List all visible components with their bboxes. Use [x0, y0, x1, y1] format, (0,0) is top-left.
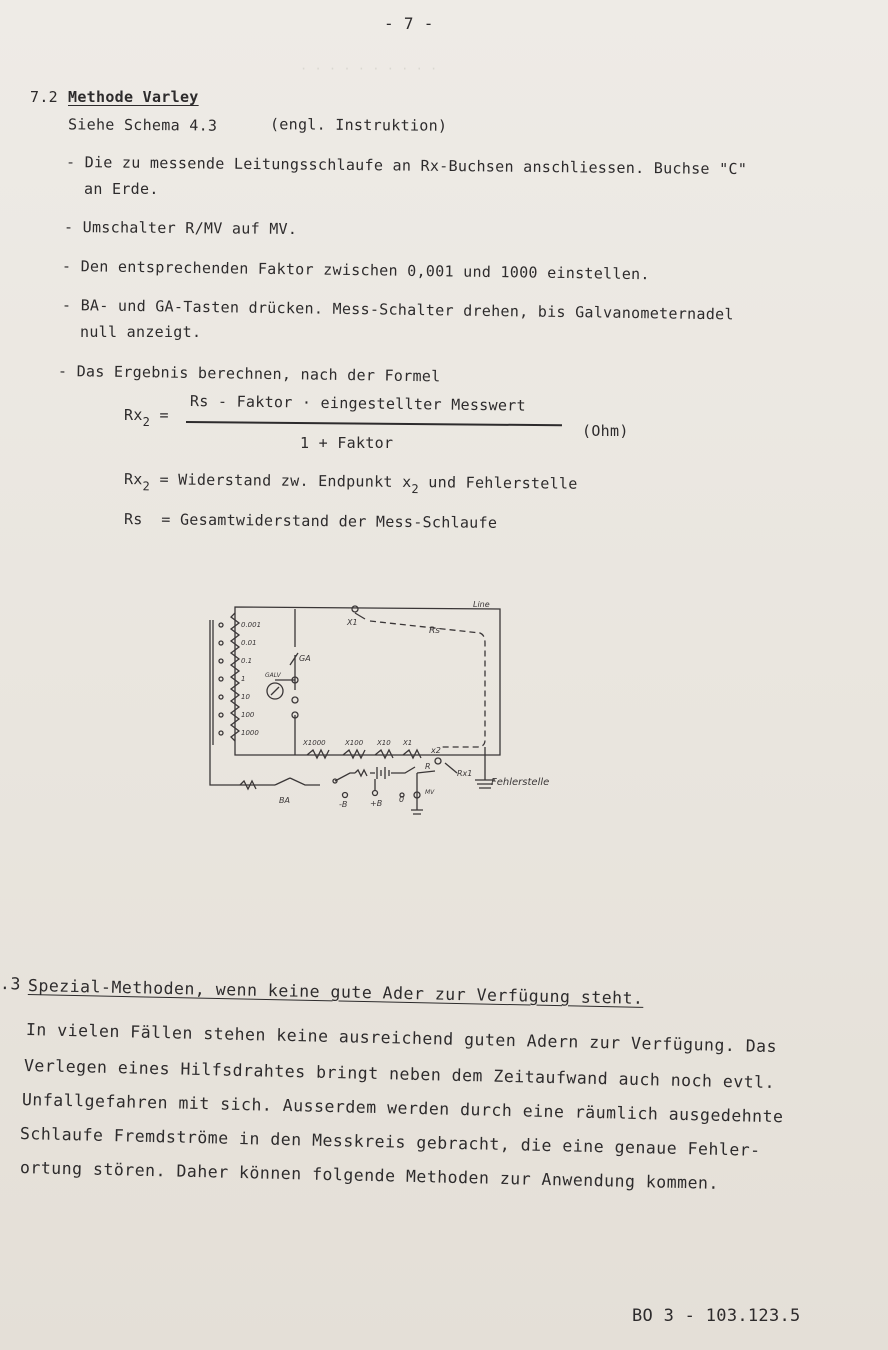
section-title: Methode Varley: [68, 88, 199, 106]
label-mv: MV: [425, 789, 435, 796]
label-zero: 0: [399, 795, 405, 804]
paragraph-line-3: Unfallgefahren mit sich. Ausserdem werden durch eine räumlich ausgedehnte: [21, 1090, 784, 1127]
label-x2: x2: [431, 746, 441, 755]
definition-rx2: $Rx_2$ = Widerstand zw. Endpunkt $x_2$ und Fehlerstelle: [123, 470, 578, 497]
tap-label-2: 0.1: [241, 657, 253, 665]
decade-resistors: [307, 750, 421, 758]
loop-frame: [235, 607, 500, 755]
label-galv: GALV: [265, 672, 281, 679]
tap-label-5: 100: [241, 711, 255, 719]
label-ba: BA: [279, 796, 290, 805]
formula-denominator: 1 + Faktor: [300, 434, 394, 452]
label-x1: X1: [347, 618, 358, 627]
step-1: - Die zu messende Leitungsschlaufe an Rx-Buchsen anschliessen. Buchse "C": [65, 153, 748, 179]
paragraph-line-2: Verlegen eines Hilfsdrahtes bringt neben dem Zeitaufwand auch noch evtl.: [23, 1056, 776, 1093]
minus-b-terminal: [343, 793, 348, 798]
section-73-title: Spezial-Methoden, wenn keine gute Ader zur Verfügung steht.: [27, 976, 644, 1008]
ba-switch: [275, 778, 290, 785]
rs-loop: [370, 621, 485, 747]
label-line: Line: [473, 600, 490, 609]
step-4-cont: null anzeigt.: [80, 323, 202, 341]
tap-label-6: 1000: [241, 729, 259, 737]
formula-lhs-sub: 2: [142, 415, 151, 429]
page-number: - 7 -: [384, 14, 434, 33]
tap-label-1: 0.01: [241, 639, 257, 647]
label-fehlerstelle: Fehlerstelle: [491, 777, 550, 788]
ratio-tap-marks: [219, 623, 223, 735]
definition-rs: Rs = Gesamtwiderstand der Mess-Schlaufe: [123, 510, 498, 532]
formula-lhs-symbol: Rx: [124, 406, 143, 424]
section-number: 7.2: [30, 88, 58, 106]
decade-label-0: X1000: [303, 739, 326, 747]
label-minus-b: -B: [339, 800, 348, 809]
paragraph-line-4: Schlaufe Fremdströme in den Messkreis gebracht, die eine genaue Fehler-: [19, 1124, 761, 1160]
schema-reference: Siehe Schema 4.3: [67, 115, 218, 135]
tap-label-3: 1: [241, 675, 246, 683]
step-1-cont: an Erde.: [84, 180, 159, 198]
decade-label-3: X1: [403, 739, 413, 747]
formula-unit: (Ohm): [582, 422, 629, 440]
plus-b-terminal: [373, 791, 378, 796]
ga-switch: [290, 653, 298, 665]
formula-numerator: Rs - Faktor · eingestellter Messwert: [189, 392, 527, 415]
paragraph-line-1: In vielen Fällen stehen keine ausreichend guten Adern zur Verfügung. Das: [25, 1020, 778, 1057]
fraction-bar: [186, 421, 562, 426]
section-73-number: .3: [0, 974, 22, 994]
label-rx1: Rx1: [457, 769, 473, 778]
doc-number: BO 3 - 103.123.5: [632, 1306, 801, 1326]
formula-equals: =: [159, 406, 169, 424]
step-4: - BA- und GA-Tasten drücken. Mess-Schalter drehen, bis Galvanometernadel: [61, 296, 734, 324]
tap-label-0: 0.001: [241, 621, 262, 629]
label-plus-b: +B: [370, 799, 383, 808]
varley-circuit-diagram: [195, 595, 575, 820]
step-5: - Das Ergebnis berechnen, nach der Formel: [57, 362, 441, 386]
bleed-through: · · · · · · · · · ·: [300, 62, 438, 76]
reference-note: (engl. Instruktion): [269, 115, 448, 135]
label-rs: Rs: [429, 626, 440, 636]
label-ga: GA: [299, 654, 311, 663]
step-2: - Umschalter R/MV auf MV.: [63, 218, 298, 239]
formula-lhs: [124, 406, 169, 429]
paragraph-line-5: ortung stören. Daher können folgende Methoden zur Anwendung kommen.: [19, 1158, 720, 1193]
decade-label-2: X10: [377, 739, 391, 747]
label-r: R: [425, 762, 431, 771]
x2-terminal: [435, 758, 441, 764]
x1-terminal: [352, 606, 358, 612]
mv-switch: [411, 773, 423, 814]
step-3: - Den entsprechenden Faktor zwischen 0,001 und 1000 einstellen.: [61, 257, 650, 284]
tap-label-4: 10: [241, 693, 250, 701]
decade-label-1: X100: [345, 739, 364, 747]
